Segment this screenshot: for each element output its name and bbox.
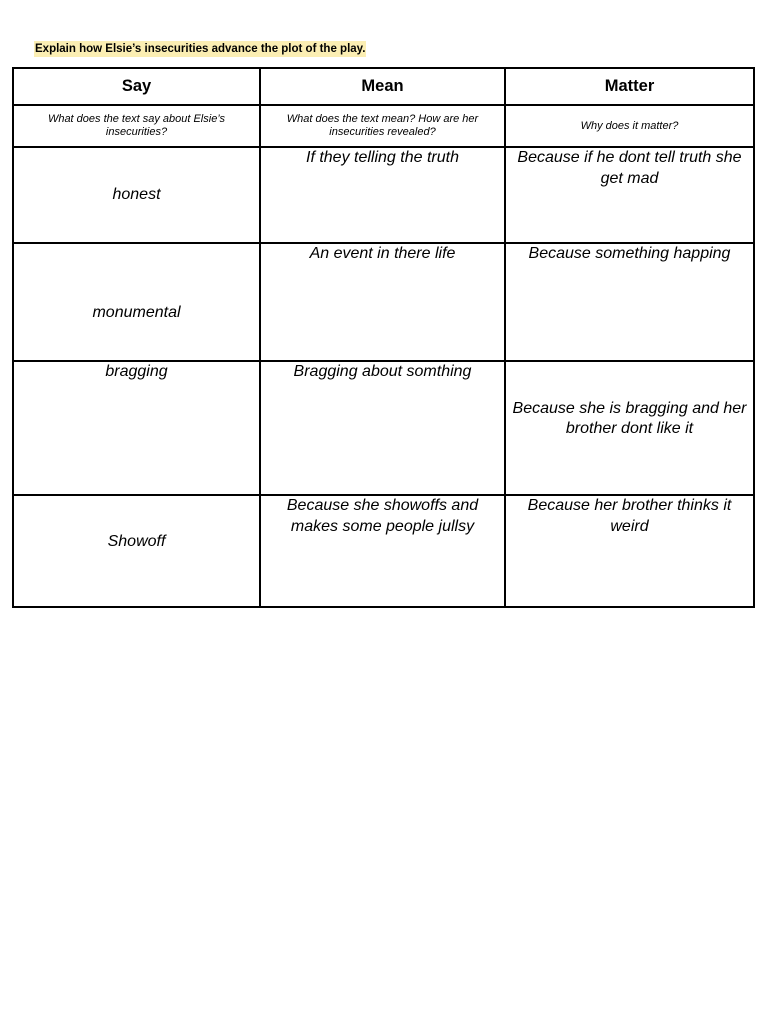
say-cell[interactable]: bragging	[13, 361, 260, 495]
table-row	[13, 361, 754, 495]
matter-cell[interactable]: Because something happing	[505, 243, 754, 361]
subheader-matter: Why does it matter?	[505, 105, 754, 147]
header-row	[13, 68, 754, 105]
header-mean: Mean	[260, 68, 505, 105]
matter-cell[interactable]: Because her brother thinks it weird	[505, 495, 754, 607]
matter-cell[interactable]: Because if he dont tell truth she get mad	[505, 147, 754, 243]
header-matter: Matter	[505, 68, 754, 105]
mean-cell[interactable]: If they telling the truth	[260, 147, 505, 243]
table-row	[13, 243, 754, 361]
matter-cell[interactable]: Because she is bragging and her brother dont like it	[505, 361, 754, 495]
mean-cell[interactable]: An event in there life	[260, 243, 505, 361]
say-cell[interactable]: honest	[13, 147, 260, 243]
header-say: Say	[13, 68, 260, 105]
mean-cell[interactable]: Bragging about somthing	[260, 361, 505, 495]
say-cell[interactable]: monumental	[13, 243, 260, 361]
say-mean-matter-table	[12, 67, 755, 608]
subheader-row	[13, 105, 754, 147]
subheader-mean: What does the text mean? How are her insecurities revealed?	[260, 105, 505, 147]
subheader-say: What does the text say about Elsie’s insecurities?	[13, 105, 260, 147]
assignment-prompt: Explain how Elsie’s insecurities advance the plot of the play.	[35, 43, 366, 55]
table-row	[13, 495, 754, 607]
mean-cell[interactable]: Because she showoffs and makes some people jullsy	[260, 495, 505, 607]
table-row	[13, 147, 754, 243]
say-cell[interactable]: Showoff	[13, 495, 260, 607]
